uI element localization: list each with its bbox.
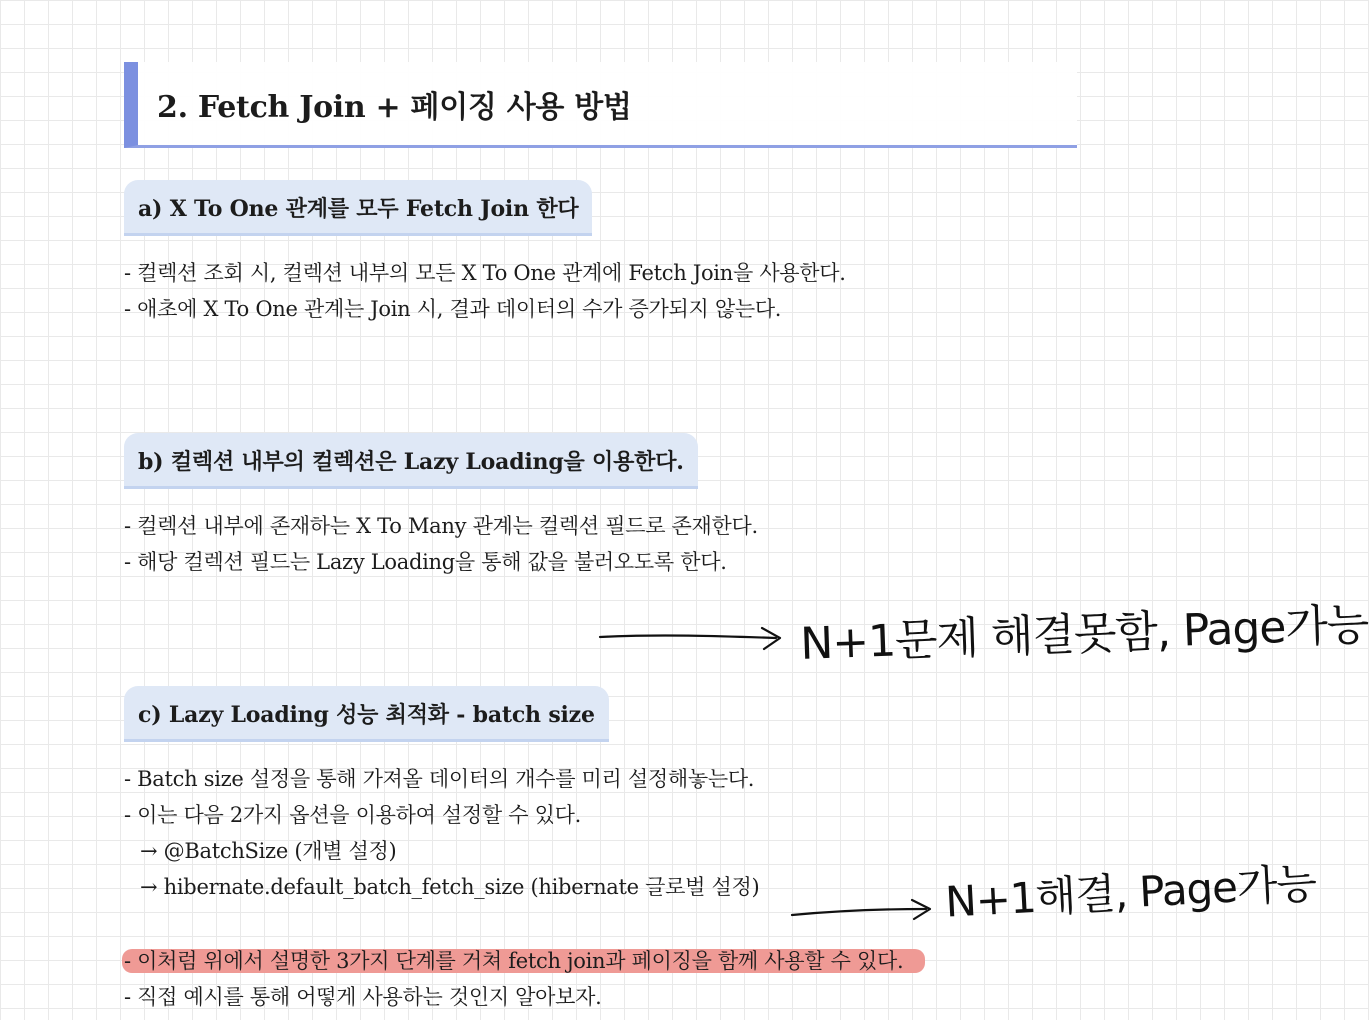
highlighted-text: - 이처럼 위에서 설명한 3가지 단계를 거쳐 fetch join과 페이징을 함께 사용할 수 있다.	[122, 949, 925, 973]
section-b-label: b) 컬렉션 내부의 컬렉션은 Lazy Loading을 이용한다.	[124, 433, 698, 489]
section-c-option-1: → @BatchSize (개별 설정)	[140, 839, 397, 863]
section-a-label: a) X To One 관계를 모두 Fetch Join 한다	[124, 180, 592, 236]
arrow-right-icon	[790, 897, 940, 927]
section-a-line-1: - 컬렉션 조회 시, 컬렉션 내부의 모든 X To One 관계에 Fetch Join을 사용한다.	[124, 261, 846, 285]
section-c-label: c) Lazy Loading 성능 최적화 - batch size	[124, 686, 609, 742]
summary-highlight-line	[124, 947, 925, 975]
section-c-line-2: - 이는 다음 2가지 옵션을 이용하여 설정할 수 있다.	[124, 803, 581, 827]
section-b-line-1: - 컬렉션 내부에 존재하는 X To Many 관계는 컬렉션 필드로 존재한다.	[124, 514, 758, 538]
heading-block	[124, 62, 1077, 148]
section-c-option-2: → hibernate.default_batch_fetch_size (hibernate 글로벌 설정)	[140, 875, 760, 899]
section-a-line-2: - 애초에 X To One 관계는 Join 시, 결과 데이터의 수가 증가되지 않는다.	[124, 297, 782, 321]
closing-line: - 직접 예시를 통해 어떻게 사용하는 것인지 알아보자.	[124, 985, 602, 1009]
arrow-right-icon	[598, 622, 788, 652]
handwritten-note-2: N+1해결, Page가능	[944, 858, 1318, 927]
section-b-line-2: - 해당 컬렉션 필드는 Lazy Loading을 통해 값을 불러오도록 한다.	[124, 550, 727, 574]
handwritten-note-1: N+1문제 해결못함, Page가능	[799, 599, 1369, 670]
section-c-line-1: - Batch size 설정을 통해 가져올 데이터의 개수를 미리 설정해놓는다.	[124, 767, 755, 791]
page-title: 2. Fetch Join + 페이징 사용 방법	[157, 90, 632, 125]
